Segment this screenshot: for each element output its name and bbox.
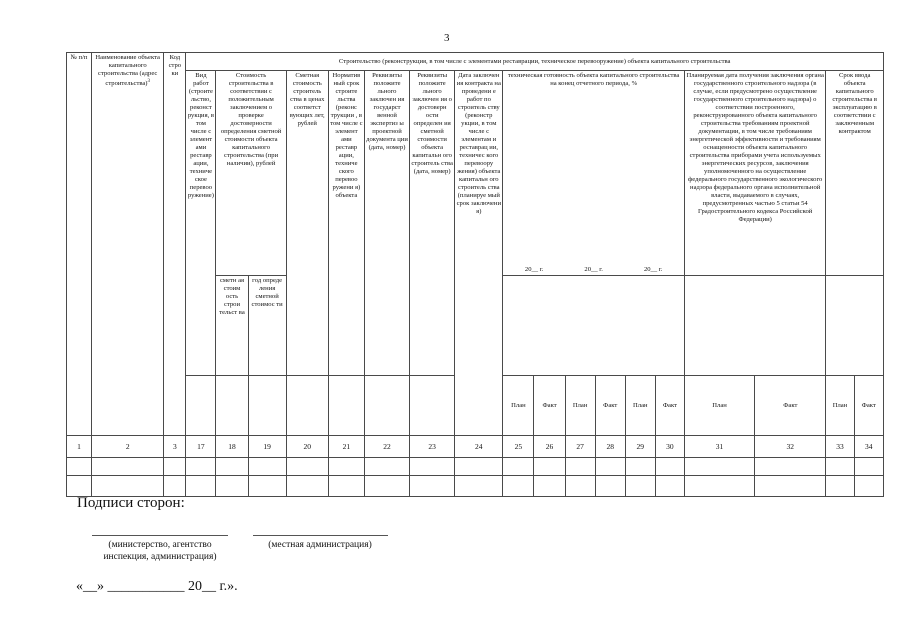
column-number: 33 (826, 436, 854, 458)
page-number: 3 (444, 32, 450, 44)
header-object-name: Наименование объекта капитального строительства (адрес строительства)$^3$ (92, 53, 164, 436)
header-estimated-cost: Сметная стоимость строитель ства в ценах соответст вующих лет, рублей (286, 71, 328, 376)
header-cost-estimate: сметн ая стоим ость строи тельст ва (216, 276, 248, 376)
signature-line-right (253, 535, 388, 536)
blank-cell (186, 376, 216, 436)
construction-report-table (66, 52, 884, 497)
header-expertise-details: Реквизиты положите льного заключен ия государст венной экспертиз ы проектной документа ции (дата, номер) (364, 71, 409, 376)
signature-caption-left: (министерство, агентство инспекция, администрация) (103, 540, 217, 562)
column-number: 1 (67, 436, 92, 458)
column-number: 22 (364, 436, 409, 458)
header-fact: Факт (854, 376, 884, 436)
blank-cell (216, 376, 248, 436)
column-number: 18 (216, 436, 248, 458)
column-number: 26 (534, 436, 565, 458)
period-spacer (503, 276, 685, 376)
header-plan: План (503, 376, 534, 436)
header-verification-details: Реквизиты положите льного заключен ия о достоверн ости определен ия сметной стоимости объекта капитальн ого строитель ства (дата, номер) (410, 71, 455, 376)
header-plan: План (684, 376, 754, 436)
signature-caption-right: (местная администрация) (268, 540, 372, 550)
column-number: 17 (186, 436, 216, 458)
table-row (67, 476, 884, 497)
blank-cell (328, 376, 364, 436)
header-construction-group: Строительство (реконструкция, в том числе с элементами реставрации, техническое перевооружение) объекта капитального строительства (186, 53, 884, 71)
header-construction-cost: Стоимость строительства в соответствии с положительным заключением о проверке достоверности определения сметной стоимости объекта капитального строительства (при наличии), рублей (216, 71, 286, 276)
column-number: 27 (565, 436, 595, 458)
table-row (67, 458, 884, 476)
blank-cell (286, 376, 328, 436)
header-plan: План (826, 376, 854, 436)
column-number: 23 (410, 436, 455, 458)
column-number: 3 (164, 436, 186, 458)
column-number: 2 (92, 436, 164, 458)
commission-spacer (826, 276, 884, 376)
period-label: 20__ г. (643, 266, 663, 273)
column-number: 29 (625, 436, 655, 458)
column-number: 30 (655, 436, 684, 458)
header-fact: Факт (755, 376, 826, 436)
date-line: «__» ___________ 20__ г.». (76, 579, 238, 594)
header-fact: Факт (655, 376, 684, 436)
signatures-title: Подписи сторон: (77, 495, 185, 511)
column-number: 25 (503, 436, 534, 458)
period-label: 20__ г. (584, 266, 603, 273)
header-row-number: № п/п (67, 53, 92, 436)
header-technical-readiness: техническая готовность объекта капитального строительства на конец отчетного периода, % 20__ г. 20__ г. 20__ г. (503, 71, 685, 276)
column-number: 20 (286, 436, 328, 458)
header-fact: Факт (595, 376, 625, 436)
blank-cell (410, 376, 455, 436)
column-number: 32 (755, 436, 826, 458)
header-normative-term: Норматив ный срок строите льства (реконс трукции , в том числе с элемент ами реставр ации, техниче ского перевоо ружени я) объекта (328, 71, 364, 376)
header-plan: План (625, 376, 655, 436)
header-supervision-conclusion: Планируемая дата получения заключения органа государственного строительного надзора (в случае, если предусмотрено осуществление государственного строительного надзора) о соответствии построенного, реконструированного объекта капитального строительства требованиям проектной документации, в том числе требованиям энергетической эффективности и требованиям оснащенности объекта капитального строительства приборами учета используемых энергетических ресурсов, заключения уполномоченного на осуществление федерального государственного экологического надзора федерального органа исполнительной власти, выдаваемого в случаях, предусмотренных частью 5 статьи 54 Градостроительного кодекса Российской Федерации) (684, 71, 825, 276)
header-fact: Факт (534, 376, 565, 436)
blank-cell (248, 376, 286, 436)
header-cost-year: год опреде ления сметной стоимос ти (248, 276, 286, 376)
header-work-type: Вид работ (строите льство, реконст рукция, в том числе с элемент ами реставр ации, техниче ское перевоо ружение) (186, 71, 216, 376)
column-number: 28 (595, 436, 625, 458)
column-number: 24 (455, 436, 503, 458)
header-plan: План (565, 376, 595, 436)
signature-line-left (92, 535, 228, 536)
column-number: 19 (248, 436, 286, 458)
column-number: 21 (328, 436, 364, 458)
header-row-code: Код стро ки (164, 53, 186, 436)
header-commissioning-term: Срок ввода объекта капитального строительства в эксплуатацию в соответствии с заключенным контрактом (826, 71, 884, 276)
conclusion-spacer (684, 276, 825, 376)
column-number: 31 (684, 436, 754, 458)
blank-cell (364, 376, 409, 436)
column-number: 34 (854, 436, 884, 458)
period-label: 20__ г. (524, 266, 544, 273)
header-contract-date: Дата заключен ия контракта на проведени е работ по строитель ству (реконстр укции, в том числе с элементам и реставрац ии, техничес кого перевоору жения) объекта капитальн ого строитель ства (планируе мый срок заключени я) (455, 71, 503, 436)
